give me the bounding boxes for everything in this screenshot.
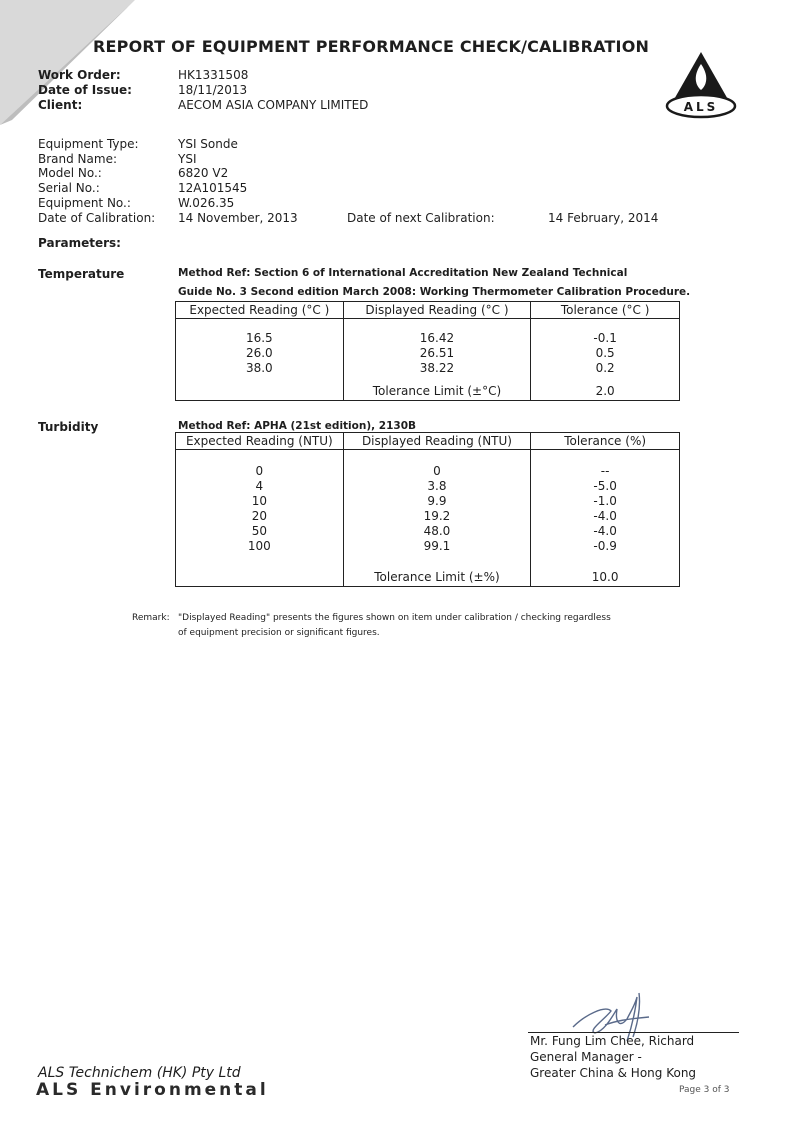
report-title: REPORT OF EQUIPMENT PERFORMANCE CHECK/CALIBRATION bbox=[93, 37, 650, 56]
client-label: Client: bbox=[38, 98, 83, 112]
date-of-issue-label: Date of Issue: bbox=[38, 83, 132, 97]
remark-label: Remark: bbox=[132, 613, 170, 623]
temperature-header-expected: Expected Reading (°C ) bbox=[176, 302, 344, 319]
table-cell: 26.51 bbox=[343, 346, 531, 361]
table-cell: 0 bbox=[176, 464, 344, 479]
turbidity-header-tolerance: Tolerance (%) bbox=[531, 433, 680, 450]
model-no-label: Model No.: bbox=[38, 166, 102, 180]
table-cell: 0.5 bbox=[531, 346, 680, 361]
table-cell: -5.0 bbox=[531, 479, 680, 494]
table-row bbox=[176, 450, 680, 465]
calibration-date-label: Date of Calibration: bbox=[38, 211, 156, 225]
turbidity-method-line1: Method Ref: APHA (21st edition), 2130B bbox=[178, 420, 417, 432]
date-of-issue-value: 18/11/2013 bbox=[178, 83, 248, 97]
temperature-tolerance-limit-label: Tolerance Limit (±°C) bbox=[343, 376, 531, 401]
table-row bbox=[176, 539, 680, 554]
table-cell: 100 bbox=[176, 539, 344, 554]
table-row bbox=[176, 346, 680, 361]
temperature-heading: Temperature bbox=[38, 267, 125, 281]
work-order-label: Work Order: bbox=[38, 68, 121, 82]
equipment-type-label: Equipment Type: bbox=[38, 137, 139, 151]
calibration-date-value: 14 November, 2013 bbox=[178, 211, 298, 225]
footer-company: ALS Technichem (HK) Pty Ltd bbox=[38, 1065, 241, 1081]
table-cell: 38.22 bbox=[343, 361, 531, 376]
als-logo bbox=[664, 50, 738, 120]
equipment-type-value: YSI Sonde bbox=[178, 137, 238, 151]
table-cell: 26.0 bbox=[176, 346, 344, 361]
table-cell: -4.0 bbox=[531, 509, 680, 524]
signatory-region: Greater China & Hong Kong bbox=[530, 1066, 697, 1080]
equipment-no-value: W.026.35 bbox=[178, 196, 235, 210]
turbidity-header-row bbox=[176, 433, 680, 450]
table-row bbox=[176, 524, 680, 539]
table-cell: 99.1 bbox=[343, 539, 531, 554]
next-calibration-label: Date of next Calibration: bbox=[347, 211, 495, 225]
table-cell: 4 bbox=[176, 479, 344, 494]
serial-no-label: Serial No.: bbox=[38, 181, 100, 195]
table-cell: -0.1 bbox=[531, 331, 680, 346]
equipment-no-label: Equipment No.: bbox=[38, 196, 131, 210]
signatory-position: General Manager - bbox=[530, 1050, 642, 1064]
brand-name-label: Brand Name: bbox=[38, 152, 118, 166]
table-row bbox=[176, 361, 680, 376]
serial-no-value: 12A101545 bbox=[178, 181, 248, 195]
footer-brand: ALS Environmental bbox=[36, 1080, 269, 1100]
temperature-header-row bbox=[176, 302, 680, 319]
logo-text: ALS bbox=[683, 100, 719, 114]
model-no-value: 6820 V2 bbox=[178, 166, 229, 180]
remark-line1: "Displayed Reading" presents the figures shown on item under calibration / checking regardless bbox=[178, 613, 611, 623]
brand-name-value: YSI bbox=[178, 152, 197, 166]
signature-line bbox=[528, 1032, 739, 1033]
table-cell: 50 bbox=[176, 524, 344, 539]
turbidity-heading: Turbidity bbox=[38, 420, 99, 434]
client-value: AECOM ASIA COMPANY LIMITED bbox=[178, 98, 369, 112]
table-row bbox=[176, 554, 680, 587]
table-cell: 3.8 bbox=[343, 479, 531, 494]
next-calibration-value: 14 February, 2014 bbox=[548, 211, 659, 225]
table-cell: 9.9 bbox=[343, 494, 531, 509]
table-cell: 48.0 bbox=[343, 524, 531, 539]
page-number: Page 3 of 3 bbox=[679, 1085, 730, 1095]
table-cell: 38.0 bbox=[176, 361, 344, 376]
temperature-tolerance-limit-value: 2.0 bbox=[531, 376, 680, 401]
table-row bbox=[176, 494, 680, 509]
signatory-name: Mr. Fung Lim Chee, Richard bbox=[530, 1034, 695, 1048]
temperature-header-displayed: Displayed Reading (°C ) bbox=[343, 302, 531, 319]
table-cell: 19.2 bbox=[343, 509, 531, 524]
turbidity-header-expected: Expected Reading (NTU) bbox=[176, 433, 344, 450]
table-row bbox=[176, 331, 680, 346]
temperature-table bbox=[175, 301, 680, 401]
table-row bbox=[176, 509, 680, 524]
parameters-heading: Parameters: bbox=[38, 236, 121, 250]
table-cell: -1.0 bbox=[531, 494, 680, 509]
turbidity-tolerance-limit-value: 10.0 bbox=[531, 554, 680, 587]
table-cell: -4.0 bbox=[531, 524, 680, 539]
table-cell: 10 bbox=[176, 494, 344, 509]
table-row bbox=[176, 464, 680, 479]
remark-line2: of equipment precision or significant figures. bbox=[178, 628, 380, 638]
table-cell: 20 bbox=[176, 509, 344, 524]
table-row bbox=[176, 479, 680, 494]
turbidity-tolerance-limit-label: Tolerance Limit (±%) bbox=[343, 554, 531, 587]
turbidity-table bbox=[175, 432, 680, 587]
table-cell: 0.2 bbox=[531, 361, 680, 376]
temperature-header-tolerance: Tolerance (°C ) bbox=[531, 302, 680, 319]
table-cell: 16.42 bbox=[343, 331, 531, 346]
table-cell: -0.9 bbox=[531, 539, 680, 554]
work-order-value: HK1331508 bbox=[178, 68, 249, 82]
turbidity-header-displayed: Displayed Reading (NTU) bbox=[343, 433, 531, 450]
table-row bbox=[176, 319, 680, 332]
table-cell: -- bbox=[531, 464, 680, 479]
temperature-method-line1: Method Ref: Section 6 of International Accreditation New Zealand Technical bbox=[178, 267, 628, 279]
table-row bbox=[176, 376, 680, 401]
temperature-method-line2: Guide No. 3 Second edition March 2008: Working Thermometer Calibration Procedure. bbox=[178, 286, 691, 298]
table-cell: 16.5 bbox=[176, 331, 344, 346]
table-cell: 0 bbox=[343, 464, 531, 479]
